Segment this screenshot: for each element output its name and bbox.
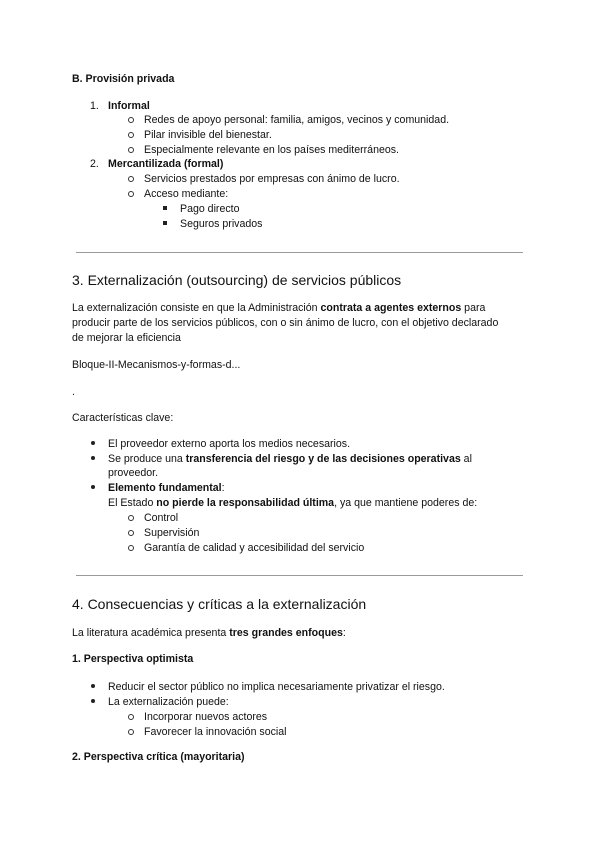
list-item: Elemento fundamental:: [108, 482, 225, 494]
circle-bullet-icon: [128, 515, 134, 521]
features-intro: Características clave:: [72, 412, 174, 424]
horizontal-divider: [76, 252, 523, 253]
list-item: Se produce una transferencia del riesgo y de las decisiones operativas al: [108, 453, 472, 465]
circle-bullet-icon: [128, 176, 134, 182]
bullet-icon: [91, 441, 95, 445]
list-item: Reducir el sector público no implica necesariamente privatizar el riesgo.: [108, 681, 445, 693]
circle-bullet-icon: [128, 729, 134, 735]
circle-bullet-icon: [128, 117, 134, 123]
file-link[interactable]: Bloque-II-Mecanismos-y-formas-d...: [72, 359, 241, 371]
list-number: 1.: [90, 100, 99, 112]
bullet-icon: [91, 684, 95, 688]
circle-bullet-icon: [128, 147, 134, 153]
circle-bullet-icon: [128, 132, 134, 138]
list-item: Pilar invisible del bienestar.: [144, 129, 272, 141]
list-item: La externalización puede:: [108, 696, 229, 708]
circle-bullet-icon: [128, 545, 134, 551]
list-item: Redes de apoyo personal: familia, amigos, vecinos y comunidad.: [144, 114, 450, 126]
mercantilizada-label: Mercantilizada (formal): [108, 158, 224, 170]
bullet-icon: [91, 485, 95, 489]
list-item-continuation: El Estado no pierde la responsabilidad última, ya que mantiene poderes de:: [108, 497, 478, 509]
subheading: 1. Perspectiva optimista: [72, 653, 194, 665]
stray-dot: .: [72, 386, 75, 398]
paragraph-line: La literatura académica presenta tres grandes enfoques:: [72, 627, 346, 639]
list-item: Control: [144, 512, 179, 524]
circle-bullet-icon: [128, 530, 134, 536]
square-bullet-icon: [163, 206, 167, 210]
paragraph-line: producir parte de los servicios públicos, con o sin ánimo de lucro, con el objetivo declarado: [72, 317, 499, 329]
section-3-heading: 3. Externalización (outsourcing) de servicios públicos: [72, 272, 402, 288]
circle-bullet-icon: [128, 714, 134, 720]
list-item: Garantía de calidad y accesibilidad del servicio: [144, 542, 365, 554]
list-item-continuation: proveedor.: [108, 467, 159, 479]
list-item: Especialmente relevante en los países mediterráneos.: [144, 144, 399, 156]
list-number: 2.: [90, 158, 99, 170]
section-b-title: B. Provisión privada: [72, 73, 175, 85]
circle-bullet-icon: [128, 191, 134, 197]
list-item: El proveedor externo aporta los medios necesarios.: [108, 438, 351, 450]
list-item: Servicios prestados por empresas con ánimo de lucro.: [144, 173, 400, 185]
list-item: Pago directo: [180, 203, 240, 215]
paragraph-line: La externalización consiste en que la Administración contrata a agentes externos para: [72, 302, 486, 314]
section-4-heading: 4. Consecuencias y críticas a la externalización: [72, 596, 367, 612]
list-item: Favorecer la innovación social: [144, 726, 287, 738]
informal-label: Informal: [108, 100, 150, 112]
list-item: Seguros privados: [180, 218, 263, 230]
subheading: 2. Perspectiva crítica (mayoritaria): [72, 751, 245, 763]
list-item: Acceso mediante:: [144, 188, 229, 200]
bullet-icon: [91, 699, 95, 703]
paragraph-line: de mejorar la eficiencia: [72, 332, 181, 344]
horizontal-divider: [76, 575, 523, 576]
list-item: Incorporar nuevos actores: [144, 711, 268, 723]
square-bullet-icon: [163, 221, 167, 225]
bullet-icon: [91, 456, 95, 460]
list-item: Supervisión: [144, 527, 200, 539]
